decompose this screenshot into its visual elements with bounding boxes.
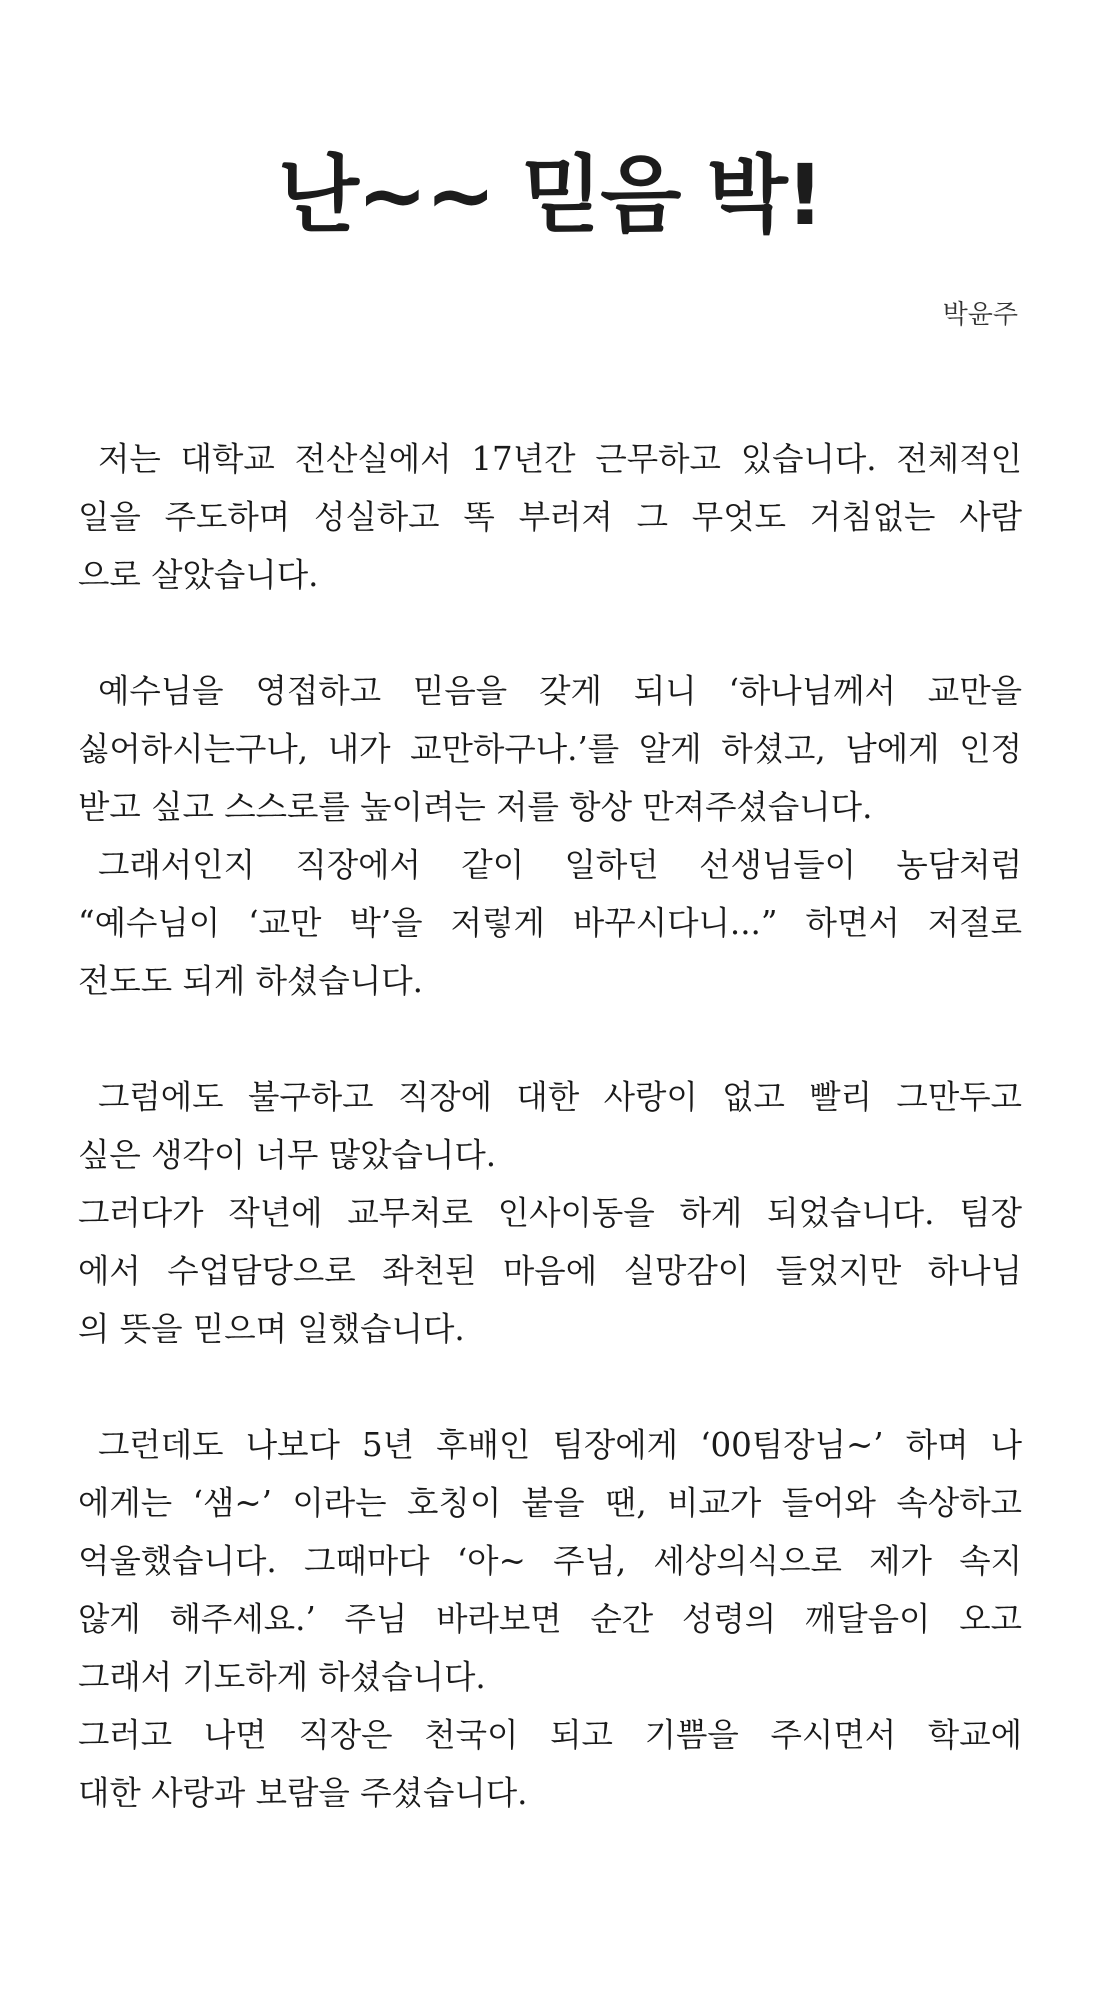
text-line: 에서 수업담당으로 좌천된 마음에 실망감이 들었지만 하나님	[78, 1252, 1022, 1290]
text-line: 예수님을 영접하고 믿음을 갖게 되니 ‘하나님께서 교만을	[98, 672, 1022, 710]
article-body	[78, 430, 1022, 1880]
text-line: 으로 살았습니다.	[78, 556, 319, 594]
text-line: 그러다가 작년에 교무처로 인사이동을 하게 되었습니다. 팀장	[78, 1194, 1022, 1232]
text-line: 그래서인지 직장에서 같이 일하던 선생님들이 농담처럼	[98, 846, 1022, 884]
text-line: 싫어하시는구나, 내가 교만하구나.’를 알게 하셨고, 남에게 인정	[78, 730, 1022, 768]
paragraph	[78, 1416, 1022, 1822]
page-title: 난~~ 믿음 박!	[277, 146, 823, 244]
paragraph	[78, 1068, 1022, 1358]
text-line: 그러고 나면 직장은 천국이 되고 기쁨을 주시면서 학교에	[78, 1716, 1022, 1754]
text-line: 않게 해주세요.’ 주님 바라보면 순간 성령의 깨달음이 오고	[78, 1600, 1022, 1638]
paragraph	[78, 662, 1022, 1010]
text-line: 대한 사랑과 보람을 주셨습니다.	[78, 1774, 528, 1812]
text-line: 에게는 ‘샘~’ 이라는 호칭이 붙을 땐, 비교가 들어와 속상하고	[78, 1484, 1022, 1522]
paragraph	[78, 430, 1022, 604]
text-line: 싶은 생각이 너무 많았습니다.	[78, 1136, 497, 1174]
text-line: 그런데도 나보다 5년 후배인 팀장에게 ‘00팀장님~’ 하며 나	[98, 1426, 1022, 1464]
text-line: 의 뜻을 믿으며 일했습니다.	[78, 1310, 465, 1348]
text-line: 저는 대학교 전산실에서 17년간 근무하고 있습니다. 전체적인	[98, 440, 1022, 478]
text-line: 그럼에도 불구하고 직장에 대한 사랑이 없고 빨리 그만두고	[98, 1078, 1022, 1116]
text-line: 전도도 되게 하셨습니다.	[78, 962, 423, 1000]
text-line: “예수님이 ‘교만 박’을 저렇게 바꾸시다니...” 하면서 저절로	[78, 904, 1022, 942]
text-line: 받고 싶고 스스로를 높이려는 저를 항상 만져주셨습니다.	[78, 788, 873, 826]
text-line: 일을 주도하며 성실하고 똑 부러져 그 무엇도 거침없는 사람	[78, 498, 1022, 536]
text-line: 억울했습니다. 그때마다 ‘아~ 주님, 세상의식으로 제가 속지	[78, 1542, 1022, 1580]
text-line: 그래서 기도하게 하셨습니다.	[78, 1658, 486, 1696]
author-name: 박윤주	[942, 300, 1018, 330]
